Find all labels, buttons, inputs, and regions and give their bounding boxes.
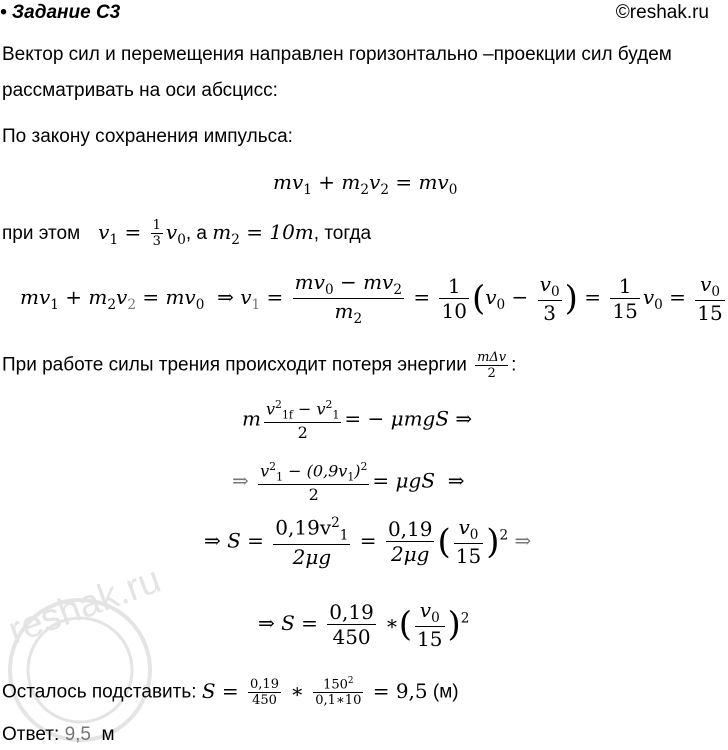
equation-distance-2: ⇒ S = $\frac{0,19}{450}$ ∗( $\frac{v_0}{15}$ )$^2$ <box>258 598 470 651</box>
reshak-watermark <box>0 560 250 750</box>
substitute-unit: (м) <box>432 681 459 703</box>
energy-line: При работе силы трения происходит потеря энергии $\frac{\text{mΔv}}{2}$ : <box>2 350 517 381</box>
condition-comma: , а <box>185 223 207 244</box>
condition-prefix: при этом <box>2 223 81 244</box>
substitute-prefix: Осталось подставить: <box>2 681 197 703</box>
site-credit: ©reshak.ru <box>615 2 709 23</box>
answer-label: Ответ: <box>2 724 60 745</box>
answer-unit: м <box>101 724 115 745</box>
equation-distance: ⇒ S = $\frac{0,19v^2_1}{2\mu g}$ = $\frac{0,19}{2\mu g}$ ( $\frac{v_0}{15}$ )$^2$ ⇒ <box>204 515 532 569</box>
energy-colon: : <box>511 354 517 376</box>
equation-energy: m $\frac{v^2_{1f} - v^2_1}{2}$ = − μmgS ⇒ <box>242 398 473 442</box>
condition-line: при этом $v_1$ = $\frac{1}{3}$ $v_0$, а $m_2 = 10m$, тогда <box>2 218 372 249</box>
substitute-line: Осталось подставить: S = $\frac{0,19}{450}$ ∗ $\frac{150^2}{0,1∗10}$ = 9,5 (м) <box>2 676 459 709</box>
answer-value: 9,5 <box>64 724 91 745</box>
equation-momentum: $mv_1 + m_2v_2 = mv_0$ <box>273 170 458 198</box>
energy-text: При работе силы трения происходит потеря энергии <box>2 354 467 376</box>
watermark-text: reshak.ru <box>2 558 167 653</box>
equation-energy-2: ⇒ $\frac{v^2_1 - (0,9v_1)^2}{2}$ = μgS ⇒ <box>232 460 465 504</box>
paragraph-line: Вектор сил и перемещения направлен горизонтально –проекции сил будем <box>2 44 672 65</box>
task-title: • Задание С3 <box>0 2 121 23</box>
answer-line <box>2 724 115 746</box>
equation-velocity: $mv_1 + m_2v_2 = mv_0$ ⇒ $v_1$ = $\frac{mv_0 - mv_2}{m_2}$ = $\frac{1}{10}$ ($v_0$ − $\frac{v_0}{3}$ ) = $\frac{1}{15}$ $v_0$ = $\frac{v_0}{15}$ <box>20 270 723 327</box>
paragraph-line: По закону сохранения импульса: <box>2 126 293 147</box>
paragraph-line: рассматривать на оси абсцисс: <box>2 80 278 101</box>
condition-then: , тогда <box>313 223 372 244</box>
